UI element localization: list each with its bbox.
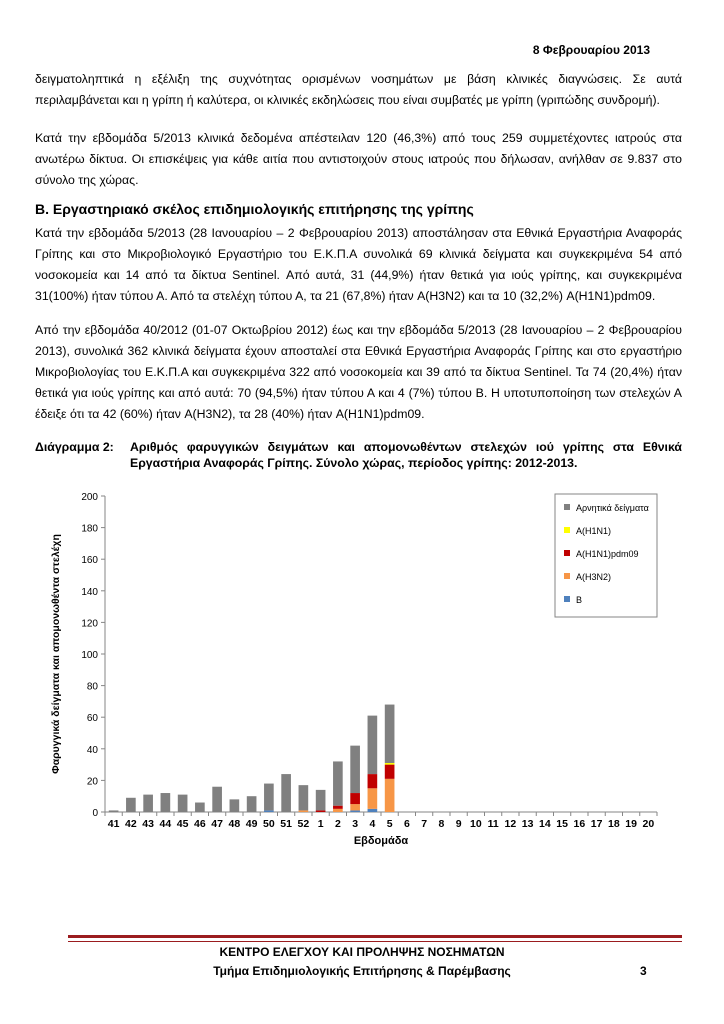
bar-segment: [368, 809, 378, 812]
x-tick-label: 11: [487, 818, 499, 830]
y-tick-label: 160: [81, 555, 98, 567]
bar-segment: [316, 810, 326, 812]
figure-caption: [35, 439, 682, 471]
y-tick-label: 60: [86, 713, 98, 725]
bar-segment: [316, 790, 326, 811]
x-tick-label: 41: [107, 818, 120, 830]
x-tick-label: 18: [608, 818, 620, 830]
figure-caption-text: Αριθμός φαρυγγικών δειγμάτων και απομονωθέντων στελεχών ιού γρίπης στα Εθνικά Εργαστήρια Αναφοράς Γρίπης. Σύνολο χώρας, περίοδος γρίπης: 2012-2013.: [130, 440, 682, 470]
bar-segment: [281, 774, 291, 812]
x-tick-label: 8: [438, 818, 445, 830]
x-tick-label: 9: [455, 818, 462, 830]
bar-segment: [247, 796, 257, 812]
bar-segment: [350, 804, 360, 810]
x-tick-label: 13: [521, 818, 534, 830]
x-tick-label: 46: [194, 818, 206, 830]
x-tick-label: 17: [590, 818, 603, 830]
bar-segment: [299, 810, 309, 812]
x-tick-label: 4: [369, 818, 376, 830]
stacked-bar-chart: [35, 470, 685, 860]
bar-segment: [264, 810, 274, 812]
x-tick-label: 43: [142, 818, 154, 830]
bar-segment: [161, 793, 171, 812]
x-tick-label: 10: [470, 818, 482, 830]
footer-rule-bottom: [68, 941, 682, 942]
paragraph-intro: δειγματοληπτικά η εξέλιξη της συχνότητας ορισμένων νοσημάτων με βάση κλινικές διαγνώσεις. Σε αυτά περιλαμβάνεται και η γρίπη ή καλύτερα, οι κλινικές εκδηλώσεις που είναι συμβατές με γρίπη (γριπώδης συνδρομή).: [35, 72, 682, 107]
bar-segment: [333, 809, 343, 812]
x-tick-label: 52: [297, 818, 310, 830]
y-tick-label: 180: [81, 523, 98, 535]
x-tick-label: 48: [228, 818, 241, 830]
bar-segment: [126, 798, 136, 812]
x-tick-label: 3: [352, 818, 359, 830]
bar-segment: [333, 761, 343, 805]
legend-swatch: [564, 596, 570, 602]
bar-segment: [385, 705, 395, 763]
y-tick-label: 20: [86, 776, 98, 788]
footer-organization: ΚΕΝΤΡΟ ΕΛΕΓΧΟΥ ΚΑΙ ΠΡΟΛΗΨΗΣ ΝΟΣΗΜΑΤΩΝ: [219, 945, 505, 959]
x-axis-title: Εβδομάδα: [353, 835, 409, 847]
x-tick-label: 15: [556, 818, 568, 830]
bar-segment: [230, 799, 240, 812]
bar-segment: [333, 806, 343, 809]
legend-label: B: [576, 595, 583, 605]
section-heading: Β. Εργαστηριακό σκέλος επιδημιολογικής επιτήρησης της γρίπης: [35, 201, 474, 217]
y-tick-label: 100: [81, 650, 98, 661]
x-tick-label: 44: [159, 818, 172, 830]
legend-label: A(H3N2): [576, 572, 612, 582]
x-tick-label: 20: [642, 818, 655, 830]
page-number: 3: [640, 964, 647, 978]
legend-swatch: [564, 573, 570, 579]
legend-label: A(H1N1): [576, 526, 612, 536]
bar-segment: [178, 795, 188, 812]
y-axis-title: Φαρυγγικά δείγματα και απομονωθέντα στελέχη: [50, 534, 62, 774]
paragraph-lab-season: Από την εβδομάδα 40/2012 (01-07 Οκτωβρίου 2012) έως και την εβδομάδα 5/2013 (28 Ιανουαρίου – 2 Φεβρουαρίου 2013), συνολικά 362 κλινικά δείγματα έχουν αποσταλεί στα Εθνικά Εργαστήρια Αναφοράς Γρίπης και στο εργαστήριο Μικροβιολογίας του Ε.Κ.Π.Α και συγκεκριμένα 322 από νοσοκομεία και 39 από τα δίκτυα Sentinel. Τα 74 (20,4%) ήταν θετικά για ιούς γρίπης και από αυτά: 70 (94,5%) ήταν τύπου Α και 4 (7%) τύπου Β. Η υποτυποποίηση των στελεχών Α έδειξε ότι τα 42 (60%) ήταν A(H3N2), τα 28 (40%) ήταν A(H1N1)pdm09.: [35, 323, 682, 421]
paragraph-lab-week: Κατά την εβδομάδα 5/2013 (28 Ιανουαρίου – 2 Φεβρουαρίου 2013) αποστάλησαν στα Εθνικά Εργαστήρια Αναφοράς Γρίπης και στο Μικροβιολογικό Εργαστήριο του Ε.Κ.Π.Α συνολικά 69 κλινικά δείγματα και συγκεκριμένα 54 από νοσοκομεία και 14 από τα δίκτυα Sentinel. Από αυτά, 31 (44,9%) ήταν θετικά για ιούς γρίπης, και συγκεκριμένα 31(100%) ήταν τύπου Α. Από τα στελέχη τύπου Α, τα 21 (67,8%) ήταν A(H3N2) και τα 10 (32,2%) A(H1N1)pdm09.: [35, 226, 682, 303]
bar-segment: [368, 788, 378, 809]
bar-segment: [385, 779, 395, 812]
legend-swatch: [564, 550, 570, 556]
page-date: 8 Φεβρουαρίου 2013: [532, 43, 650, 57]
x-tick-label: 45: [176, 818, 189, 830]
bar-segment: [299, 785, 309, 810]
bar-segment: [109, 810, 119, 812]
x-tick-label: 2: [334, 818, 341, 830]
bar-segment: [212, 787, 222, 812]
legend-swatch: [564, 504, 570, 510]
bar-segment: [368, 716, 378, 774]
x-tick-label: 7: [421, 818, 428, 830]
bar-segment: [350, 746, 360, 793]
x-tick-label: 6: [403, 818, 410, 830]
x-tick-label: 51: [280, 818, 292, 830]
y-tick-label: 40: [86, 744, 98, 756]
x-tick-label: 19: [625, 818, 637, 830]
paragraph-week-clinical: Κατά την εβδομάδα 5/2013 κλινικά δεδομένα απέστειλαν 120 (46,3%) από τους 259 συμμετέχοντες ιατρούς στα ανωτέρω δίκτυα. Οι επισκέψεις για κάθε αιτία που αντιστοιχούν στους ιατρούς που δήλωσαν, ανήλθαν σε 9.837 στο σύνολο της χώρας.: [35, 131, 682, 187]
x-tick-label: 47: [211, 818, 223, 830]
x-tick-label: 12: [504, 818, 517, 830]
y-tick-label: 0: [92, 808, 98, 819]
bar-segment: [350, 810, 360, 812]
legend-swatch: [564, 527, 570, 533]
bar-segment: [385, 763, 395, 765]
x-tick-label: 5: [386, 818, 393, 830]
x-tick-label: 42: [125, 818, 137, 830]
bar-segment: [143, 795, 153, 812]
bar-segment: [350, 793, 360, 804]
footer-rule-top: [68, 935, 682, 938]
bar-segment: [195, 803, 205, 812]
figure-label: Διάγραμμα 2:: [35, 440, 114, 454]
legend-label: A(H1N1)pdm09: [576, 549, 639, 559]
x-tick-label: 49: [245, 818, 258, 830]
footer-department: Τμήμα Επιδημιολογικής Επιτήρησης & Παρέμβασης: [213, 964, 511, 978]
bar-segment: [385, 765, 395, 779]
y-tick-label: 140: [81, 586, 98, 598]
y-tick-label: 80: [86, 681, 98, 693]
y-tick-label: 120: [81, 618, 98, 630]
x-tick-label: 16: [573, 818, 586, 830]
bar-segment: [368, 774, 378, 788]
bar-segment: [264, 784, 274, 811]
x-tick-label: 50: [263, 818, 275, 830]
y-tick-label: 200: [81, 492, 98, 503]
legend-label: Αρνητικά δείγματα: [576, 503, 649, 513]
x-tick-label: 14: [539, 818, 551, 830]
x-tick-label: 1: [317, 818, 324, 830]
